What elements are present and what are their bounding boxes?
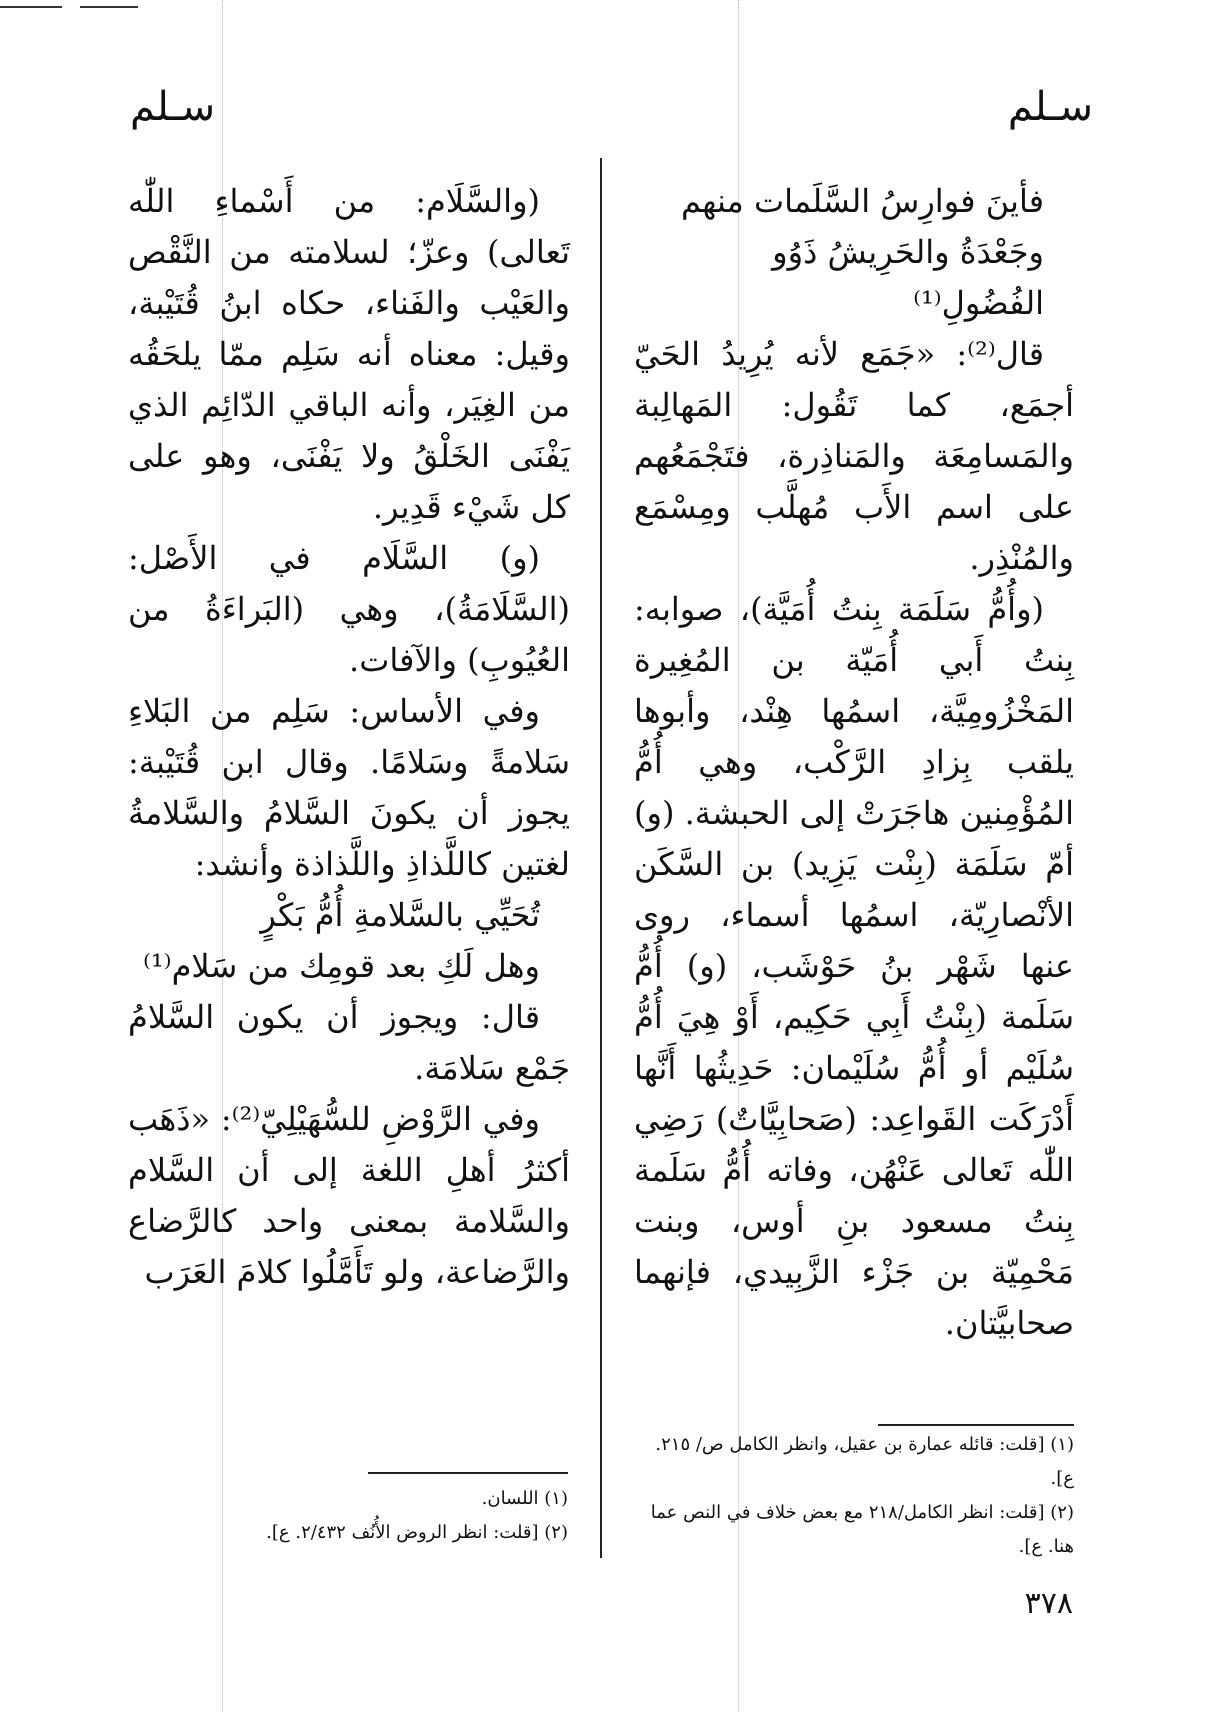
column-divider [600,158,602,1558]
verse-line-2: وهل لَكِ بعد قومِك من سَلام⁽¹⁾ [143,947,540,985]
left-column [128,176,570,1298]
running-head-left: سـلم [130,84,216,130]
footnote-rule-left [368,1472,568,1474]
verse-line-1: فأينَ فوارِسُ السَّلَمات منهم [680,182,1044,220]
footnote-item: (١) اللسان. [481,1488,568,1509]
running-head-right: سـلم [1007,84,1093,130]
footnote-item: (٢) [قلت: انظر الكامل/٢١٨ مع بعض خلاف في النص عما هنا. ع]. [650,1502,1074,1557]
paragraph: وفي الرَّوْضِ للسُّهَيْلِيّ⁽²⁾: «ذَهَب أكثرُ أهلِ اللغة إلى أن السَّلام والسَّلامة بمعنى واحد كالرَّضاع والرَّضاعة، ولو تَأَمَّلُوا كلامَ العَرَب [128,1100,570,1291]
paragraph: (و) السَّلَام في الأَصْل: (السَّلَامَةُ)، وهي (البَراءَةُ من العُيُوبِ) والآفات. [128,539,570,679]
footnote-item: (٢) [قلت: انظر الروض الأُنُف ٢/٤٣٢. ع]. [266,1522,568,1543]
paragraph: قال: ويجوز أن يكون السَّلامُ جَمْع سَلامَة. [128,998,570,1087]
paragraph: (والسَّلَام: من أَسْماءِ اللّٰه تَعالى) وعزّ؛ لسلامته من النَّقْص والعَيْب والفَناء، حكاه ابنُ قُتَيْبة، وقيل: معناه أنه سَلِم ممّا يلحَقُه من الغِيَر، وأنه الباقي الدّائِم الذي يَفْنَى الخَلْقُ ولا يَفْنَى، وهو على كل شَيْء قَدِير. [128,182,570,526]
top-crop-mark [0,6,62,8]
verse-line-2: وجَعْدَةُ والحَرِيشُ ذَوُو الفُضُولِ⁽¹⁾ [772,233,1044,322]
footnotes-left [128,1482,568,1550]
verse-line-1: تُحَيِّي بالسَّلامةِ أُمُّ بَكْرٍ [260,896,540,934]
paragraph: وفي الأساس: سَلِم من البَلاءِ سَلامةً وسَلامًا. وقال ابن قُتَيْبة: يجوز أن يكونَ السَّلامُ والسَّلامةُ لغتين كاللَّذاذِ واللَّذاذة وأنشد: [128,692,570,883]
footnote-rule-right [878,1424,1074,1426]
top-crop-mark-2 [80,6,138,8]
right-column [634,176,1074,1349]
footnotes-right [640,1428,1074,1564]
paragraph: (وأُمُّ سَلَمَة بِنتُ أُمَيَّة)، صوابه: بِنتُ أَبي أُمَيّة بن المُغِيرة المَخْزُومِيَّة، اسمُها هِنْد، وأبوها يلقب بِزادِ الرَّكْب، وهي أُمُّ المُؤْمِنين هاجَرَتْ إلى الحبشة. (و) أمّ سَلَمَة (بِنْت يَزِيد) بن السَّكَن الأنْصارِيّة، اسمُها أسماء، روى عنها شَهْر بنُ حَوْشَب، (و) أُمُّ سَلَمة (بِنْتُ أَبِي حَكِيم، أَوْ هِيَ أُمُّ سُلَيْم أو أُمُّ سُلَيْمان: حَدِيثُها أَنَّها أَدْرَكَت القَواعِد: (صَحابِيَّاتٌ) رَضِي اللّٰه تَعالى عَنْهُن، وفاته أُمُّ سَلَمة بِنتُ مسعود بنِ أوس، وبنت مَحْمِيّة بن جَزْء الزَّبِيدي، فإنهما صحابيَّتان. [634,590,1074,1342]
paragraph: قال⁽²⁾: «جَمَع لأنه يُرِيدُ الحَيّ أجمَع، كما تَقُول: المَهالِبة والمَسامِعَة والمَناذِرة، فتَجْمَعُهم على اسم الأَب مُهلَّب ومِسْمَع والمُنْذِر. [634,335,1074,577]
page-number: ٣٧٨ [1024,1586,1073,1621]
footnote-item: (١) [قلت: قائله عمارة بن عقيل، وانظر الكامل ص/ ٢١٥. ع]. [655,1434,1074,1489]
